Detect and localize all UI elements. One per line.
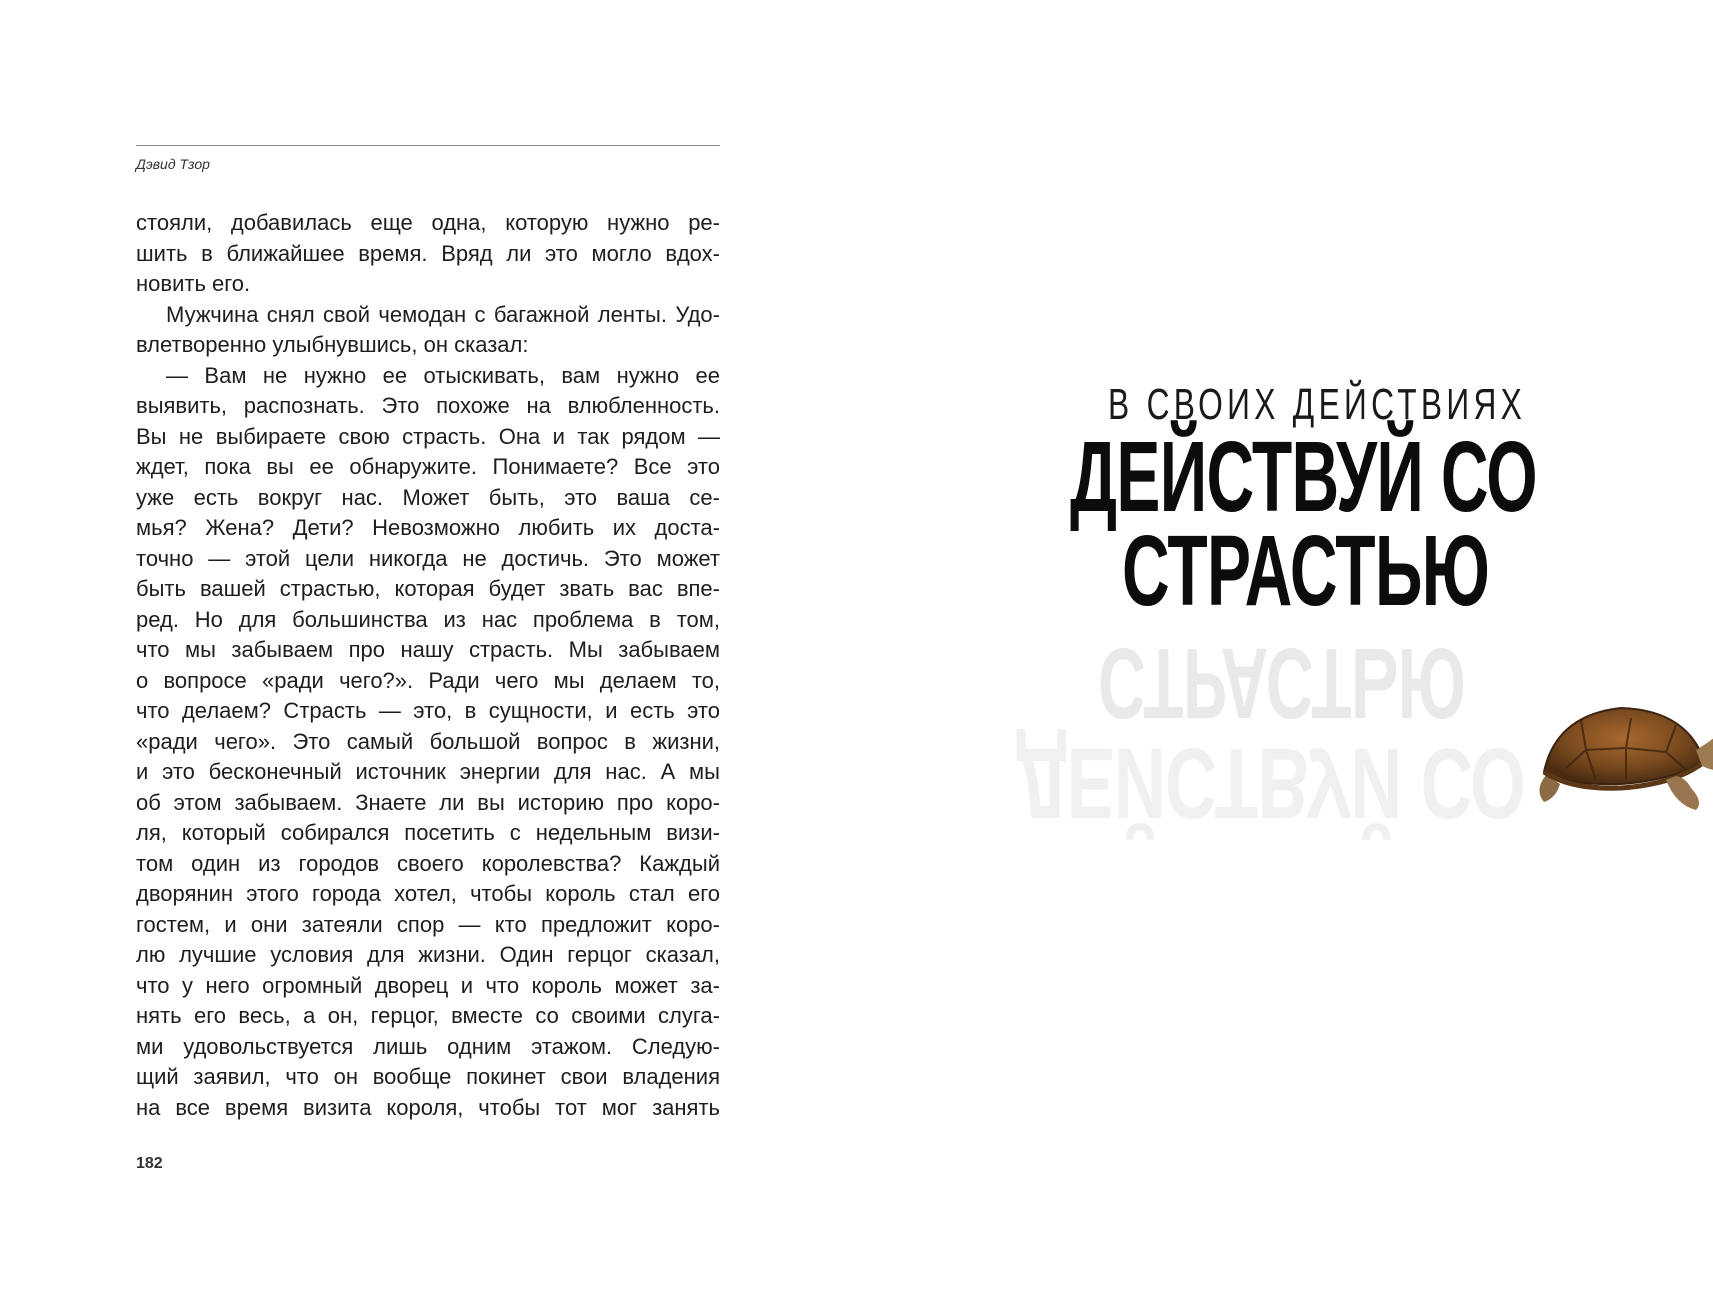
text-line: быть вашей страстью, которая будет звать вас впе- (136, 576, 720, 601)
text-line: «ради чего». Это самый большой вопрос в жизни, (136, 728, 720, 754)
reflection-line1: ДЕЙСТВУЙ СО (1016, 727, 1526, 839)
header-rule (136, 145, 720, 146)
text-line: влетворенно улыбнувшись, он сказал: (136, 332, 529, 357)
text-line: гостем, и они затеяли спор — кто предложит коро- (136, 911, 720, 937)
turtle-illustration (1526, 680, 1713, 830)
running-head: Дэвид Тзор (136, 156, 210, 172)
text-line: том один из городов своего королевства? Каждый (136, 850, 720, 876)
text-line: Мужчина снял свой чемодан с багажной ленты. Удо- (166, 301, 720, 327)
text-line: о вопросе «ради чего?». Ради чего мы делаем то, (136, 667, 720, 693)
text-line: что мы забываем про нашу страсть. Мы забываем (136, 637, 720, 662)
text-line: уже есть вокруг нас. Может быть, это ваша се- (136, 484, 720, 510)
text-line: дворянин этого города хотел, чтобы король стал его (136, 881, 720, 906)
body-text (136, 208, 720, 1123)
text-line: об этом забываем. Знаете ли вы историю про коро- (136, 789, 720, 815)
text-line: шить в ближайшее время. Вряд ли это могло вдох- (136, 240, 720, 266)
page-number: 182 (136, 1155, 163, 1172)
text-line: ждет, пока вы ее обнаружите. Понимаете? Все это (136, 454, 720, 479)
text-line: нять его весь, а он, герцог, вместе со своими слуга- (136, 1003, 720, 1028)
text-line: на все время визита короля, чтобы тот мог занять (136, 1094, 720, 1120)
text-line: ля, который собирался посетить с недельным визи- (136, 820, 720, 845)
text-line: что у него огромный дворец и что король может за- (136, 972, 720, 998)
chapter-kicker: В СВОИХ ДЕЙСТВИЯХ (1108, 380, 1527, 429)
text-line: выявить, распознать. Это похоже на влюбленность. (136, 393, 720, 418)
text-line: ред. Но для большинства из нас проблема в том, (136, 606, 720, 632)
text-line: Вы не выбираете свою страсть. Она и так рядом — (136, 423, 720, 449)
text-line: и это бесконечный источник энергии для нас. А мы (136, 759, 720, 784)
right-page (856, 0, 1713, 1299)
text-line: ми удовольствуется лишь одним этажом. Следую- (136, 1033, 720, 1059)
text-line: новить его. (136, 271, 251, 296)
text-line: мья? Жена? Дети? Невозможно любить их доста- (136, 515, 720, 540)
left-page (0, 0, 856, 1299)
reflection-line2: СТРАСТЬЮ (1098, 627, 1466, 739)
text-line: точно — этой цели никогда не достичь. Это может (136, 545, 720, 571)
text-line: — Вам не нужно ее отыскивать, вам нужно ее (166, 362, 720, 388)
text-line: что делаем? Страсть — это, в сущности, и есть это (136, 698, 720, 723)
chapter-headline-line2: СТРАСТЬЮ (1122, 515, 1490, 627)
chapter-headline-line1: ДЕЙСТВУЙ СО (1070, 421, 1537, 533)
text-line: щий заявил, что он вообще покинет свои владения (136, 1064, 720, 1089)
text-line: лю лучшие условия для жизни. Один герцог сказал, (136, 942, 720, 967)
text-line: стояли, добавилась еще одна, которую нужно ре- (136, 210, 720, 235)
